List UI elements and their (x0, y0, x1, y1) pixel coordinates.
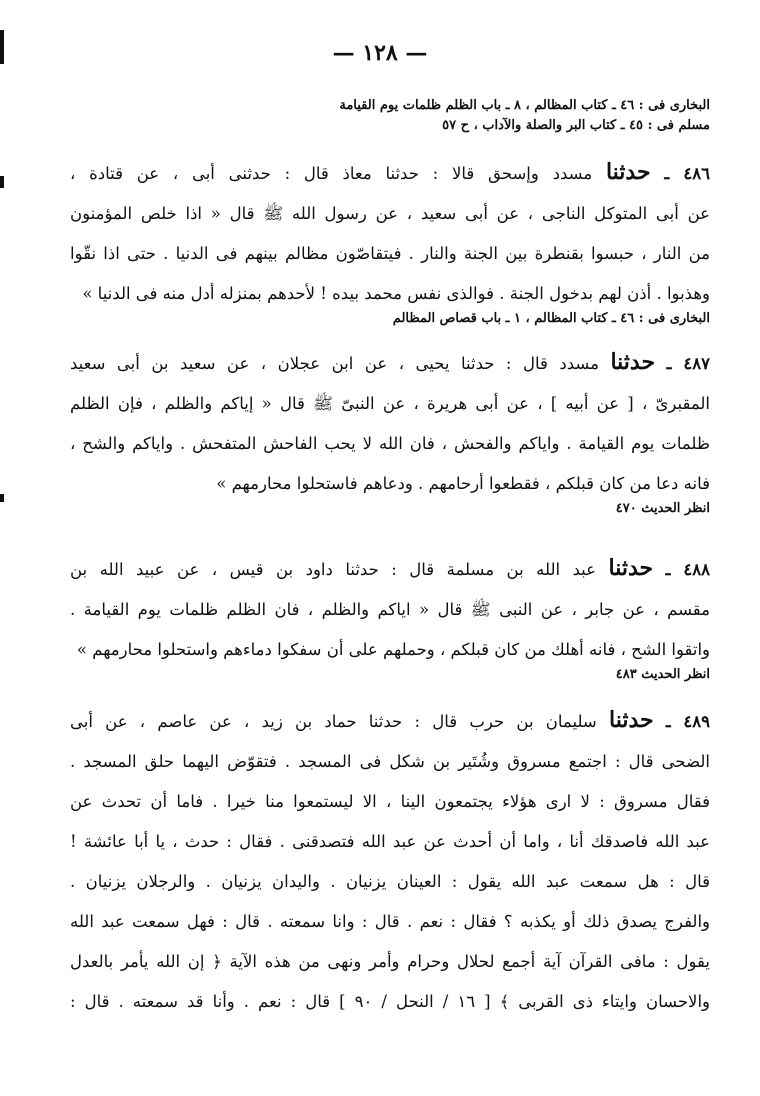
page-number: — ١٢٨ — (332, 40, 428, 66)
haddatha-word: حدثنا (605, 159, 651, 185)
hadith-487 (70, 342, 710, 520)
hadith-line: فقال مسروق : لا ارى هؤلاء يجتمعون الينا ، الا ليستمعوا منا خيرا . فاما أن تحدث عن (70, 792, 710, 811)
hadith-text: عبد الله بن مسلمة قال : حدثنا داود بن قيس ، عن عبيد الله بن (70, 560, 597, 579)
hadith-line: عبد الله فاصدقك أنا ، واما أن أحدث عن عبد الله فتصدقنى . فقال : حدث ، يا أبا عائشة ! (70, 832, 710, 851)
hadith-number: ٤٨٦ ـ (664, 164, 710, 183)
haddatha-word: حدثنا (610, 349, 656, 375)
hadith-line: والاحسان وايتاء ذى القربى ﴾ [ ١٦ / النحل / ٩٠ ] قال : نعم . وأنا قد سمعته . قال : (70, 992, 710, 1011)
hadith-line: ظلمات يوم القيامة . واياكم والفحش ، فان الله لا يحب الفاحش المتفحش . واياكم والشح ، (70, 434, 710, 453)
source-line: البخارى فى : ٤٦ ـ كتاب المظالم ، ٨ ـ باب الظلم ظلمات يوم القيامة (339, 98, 710, 113)
hadith-line (70, 548, 710, 590)
hadith-line: من النار ، حبسوا بقنطرة بين الجنة والنار . فيتقاصّون مظالم بينهم فى الدنيا . حتى اذا نقّوا (70, 244, 710, 263)
hadith-text: سليمان بن حرب قال : حدثنا حماد بن زيد ، عن عاصم ، عن أبى (70, 712, 597, 731)
hadith-line: واتقوا الشح ، فانه أهلك من كان قبلكم ، وحملهم على أن سفكوا دماءهم واستحلوا محارمهم » (76, 640, 710, 659)
hadith-line (70, 342, 710, 384)
hadith-text: مسدد قال : حدثنا يحيى ، عن ابن عجلان ، عن سعيد بن أبى سعيد (70, 354, 599, 373)
hadith-number: ٤٨٨ ـ (665, 560, 710, 579)
hadith-text: مسدد وإسحق قالا : حدثنا معاذ قال : حدثنى أبى ، عن قتادة ، (70, 164, 593, 183)
page-edge-mark (0, 176, 4, 188)
hadith-number: ٤٨٩ ـ (665, 712, 710, 731)
hadith-486 (70, 152, 710, 330)
hadith-line: والفرج يصدق ذلك أو يكذبه ؟ فقال : نعم . قال : وانا سمعته . قال : فهل سمعت عبد الله (70, 912, 710, 931)
hadith-line: مقسم ، عن جابر ، عن النبى ﷺ قال « اياكم والظلم ، فان الظلم ظلمات يوم القيامة . (70, 600, 710, 619)
page-edge-mark (0, 494, 4, 502)
haddatha-word: حدثنا (608, 555, 654, 581)
hadith-488 (70, 548, 710, 686)
top-sources (70, 96, 710, 136)
hadith-489 (70, 700, 710, 1022)
hadith-number: ٤٨٧ ـ (666, 354, 710, 373)
hadith-line: فانه دعا من كان قبلكم ، فقطعوا أرحامهم . ودعاهم فاستحلوا محارمهم » (216, 474, 710, 493)
hadith-reference: انظر الحديث ٤٨٣ (615, 667, 710, 682)
hadith-reference: البخارى فى : ٤٦ ـ كتاب المظالم ، ١ ـ باب قصاص المظالم (392, 311, 710, 326)
hadith-reference: انظر الحديث ٤٧٠ (615, 501, 710, 516)
hadith-line: الضحى قال : اجتمع مسروق وشُتَير بن شكل فى المسجد . فتقوّض اليهما حلق المسجد . (70, 752, 710, 771)
hadith-line (70, 152, 710, 194)
hadith-line (70, 700, 710, 742)
source-line: مسلم فى : ٤٥ ـ كتاب البر والصلة والآداب ، ح ٥٧ (442, 118, 710, 133)
hadith-line: يقول : مافى القرآن آية أجمع لحلال وحرام وأمر ونهى من هذه الآية ﴿ إن الله يأمر بالعدل (70, 952, 710, 971)
hadith-line: وهذبوا . أذن لهم بدخول الجنة . فوالذى نفس محمد بيده ! لأحدهم بمنزله أدل منه فى الدنيا » (82, 284, 710, 303)
hadith-line: المقبرىّ ، [ عن أبيه ] ، عن أبى هريرة ، عن النبىّ ﷺ قال « إياكم والظلم ، فإن الظلم (70, 394, 710, 413)
hadith-line: قال : هل سمعت عبد الله يقول : العينان يزنيان . واليدان يزنيان . والرجلان يزنيان . (70, 872, 710, 891)
haddatha-word: حدثنا (608, 707, 654, 733)
hadith-line: عن أبى المتوكل الناجى ، عن أبى سعيد ، عن رسول الله ﷺ قال « اذا خلص المؤمنون (70, 204, 710, 223)
